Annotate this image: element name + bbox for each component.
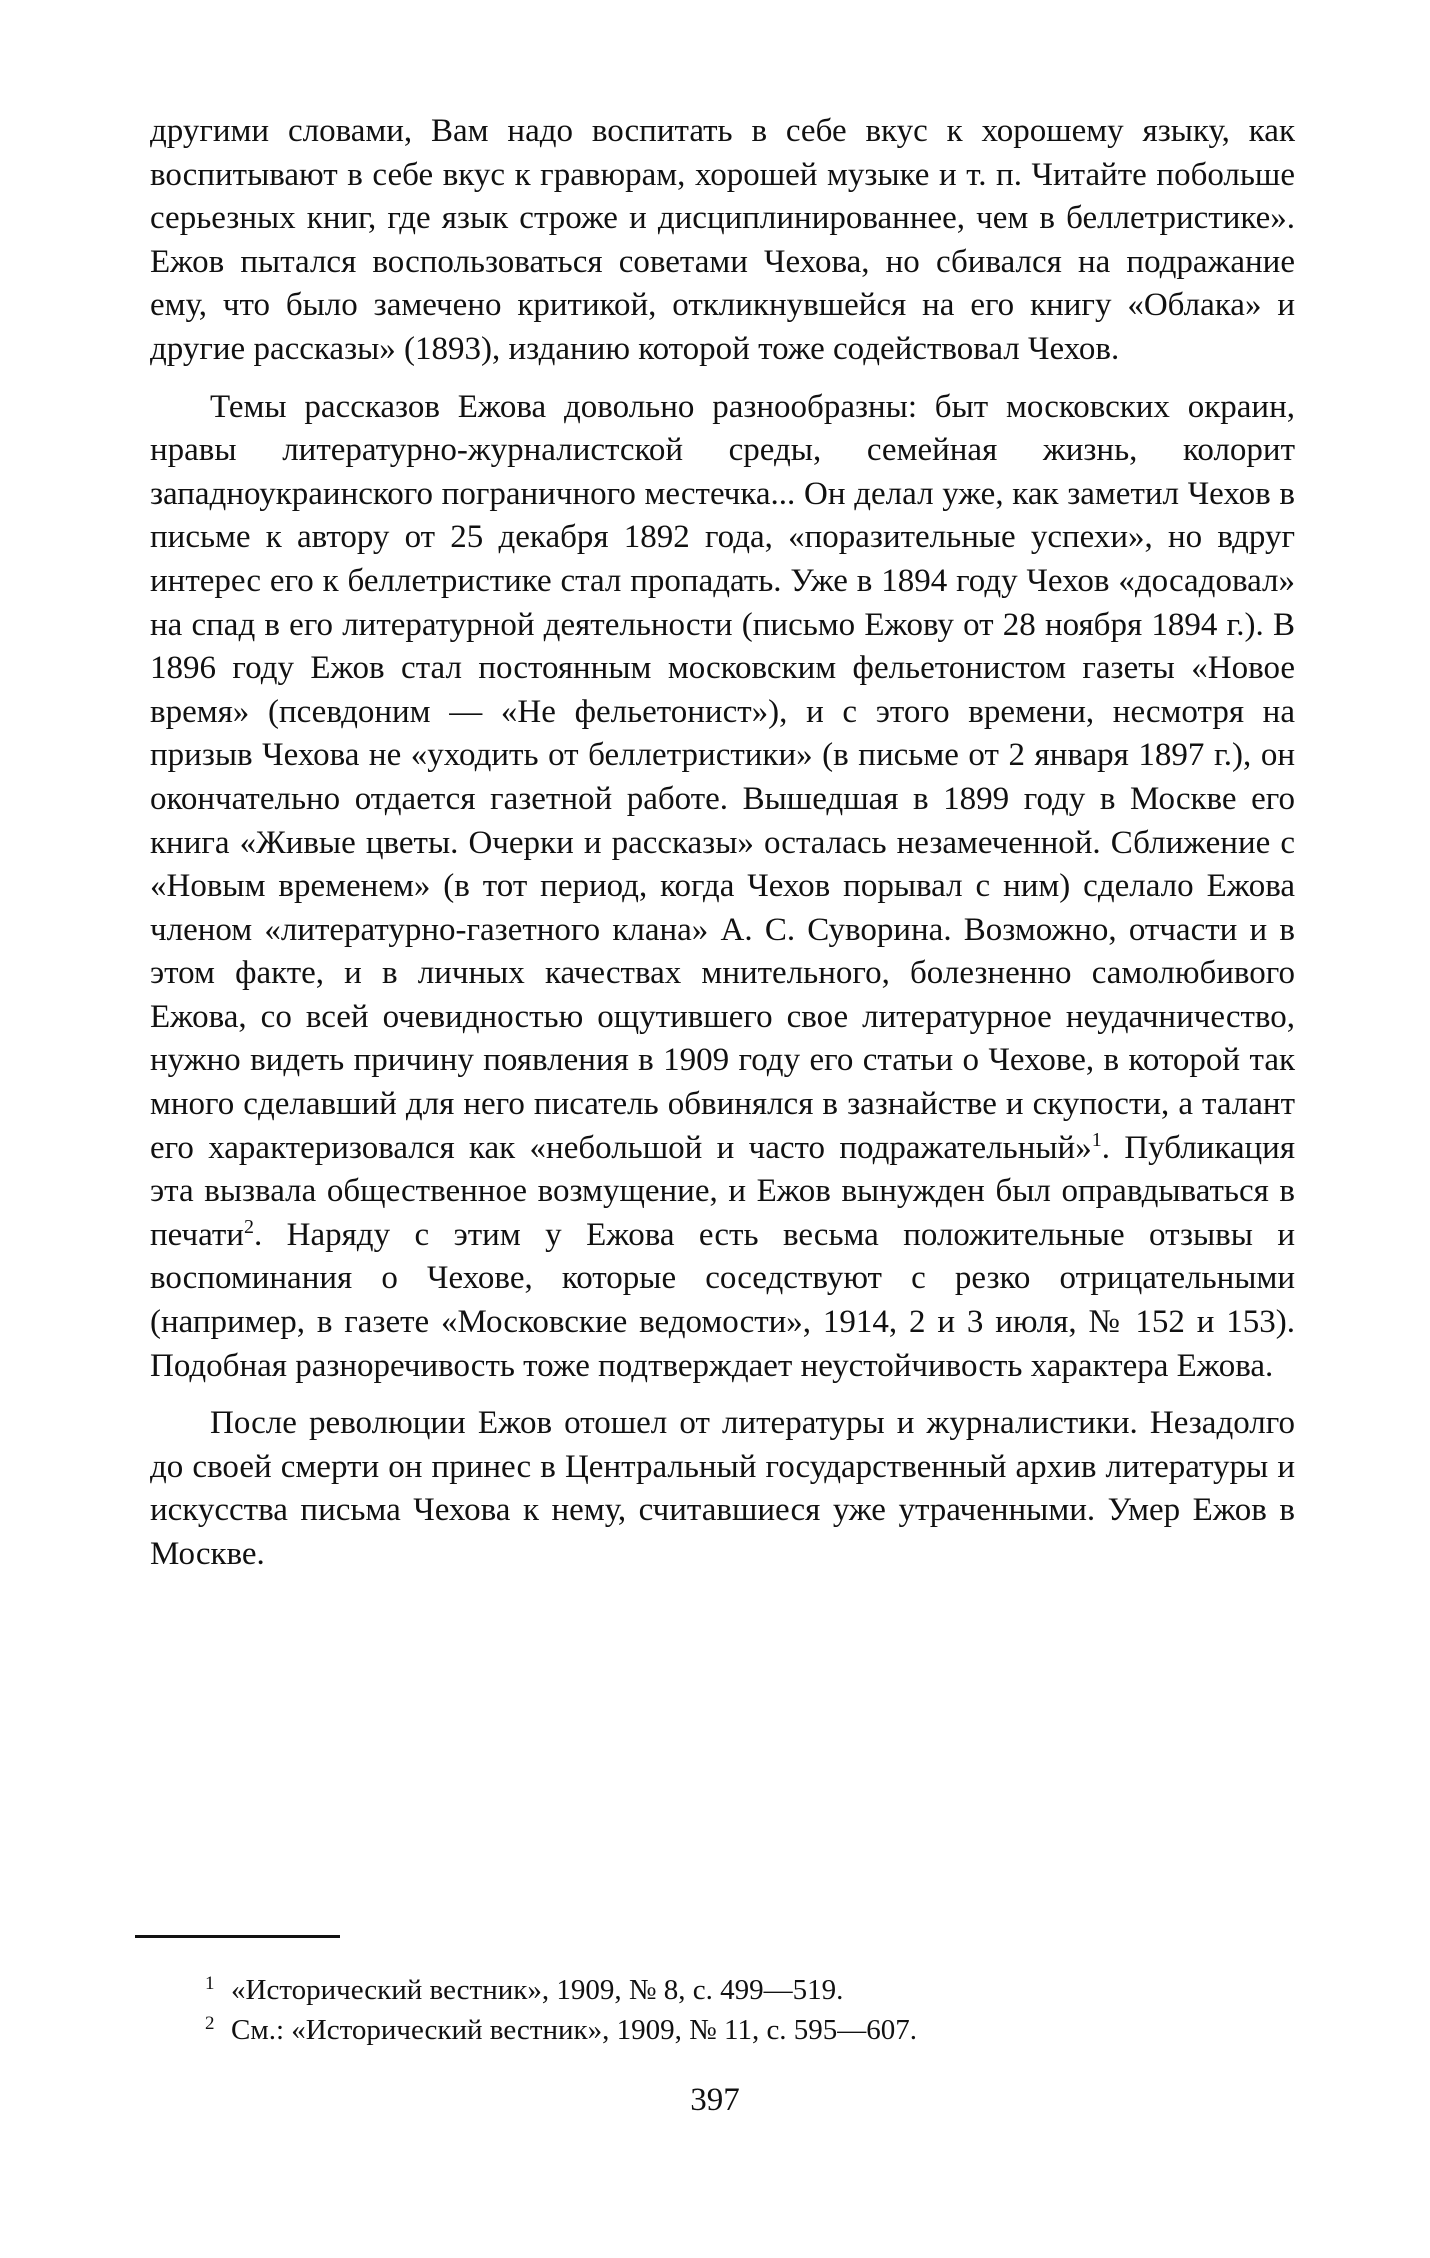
paragraph-1 bbox=[150, 110, 1295, 372]
footnote-ref-1[interactable]: 1 bbox=[1091, 1128, 1102, 1151]
paragraph-2 bbox=[150, 386, 1295, 1389]
paragraph-2-text-b: . Публикация эта вызвала общественное возмущение, и Ежов вынужден был оправдываться в печати bbox=[150, 1129, 1295, 1253]
footnote-1 bbox=[205, 1970, 1205, 2010]
footnote-1-mark: 1 bbox=[205, 1973, 215, 1994]
page-body bbox=[150, 110, 1295, 1577]
paragraph-2-text-c: . Наряду с этим у Ежова есть весьма положительные отзывы и воспоминания о Чехове, которые соседствуют с резко отрицательными (например, в газете «Московские ведомости», 1914, 2 и 3 июля, № 152 и 153). Подобная разноречивость тоже подтверждает неустойчивость характера Ежова. bbox=[150, 1216, 1295, 1384]
paragraph-3 bbox=[150, 1402, 1295, 1576]
footnote-1-text: «Исторический вестник», 1909, № 8, с. 499—519. bbox=[231, 1974, 844, 2006]
paragraph-2-text-a: Темы рассказов Ежова довольно разнообразны: быт московских окраин, нравы литературно-журналистской среды, семейная жизнь, колорит западноукраинского пограничного местечка... Он делал уже, как заметил Чехов в письме к автору от 25 декабря 1892 года, «поразительные успехи», но вдруг интерес его к беллетристике стал пропадать. Уже в 1894 году Чехов «досадовал» на спад в его литературной деятельности (письмо Ежову от 28 ноября 1894 г.). В 1896 году Ежов стал постоянным московским фельетонистом газеты «Новое время» (псевдоним — «Не фельетонист»), и с этого времени, несмотря на призыв Чехова не «уходить от беллетристики» (в письме от 2 января 1897 г.), он окончательно отдается газетной работе. Вышедшая в 1899 году в Москве его книга «Живые цветы. Очерки и рассказы» осталась незамеченной. Сближение с «Новым временем» (в тот период, когда Чехов порывал с ним) сделало Ежова членом «литературно-газетного клана» А. С. Суворина. Возможно, отчасти и в этом факте, и в личных качествах мнительного, болезненно самолюбивого Ежова, со всей очевидностью ощутившего свое литературное неудачничество, нужно видеть причину появления в 1909 году его статьи о Чехове, в которой так много сделавший для него писатель обвинялся в зазнайстве и скупости, а талант его характеризовался как «небольшой и часто подражательный» bbox=[150, 388, 1295, 1166]
footnotes bbox=[205, 1970, 1205, 2050]
footnote-ref-2[interactable]: 2 bbox=[243, 1215, 254, 1238]
footnote-divider bbox=[135, 1935, 340, 1938]
paragraph-1-text: другими словами, Вам надо воспитать в себе вкус к хорошему языку, как воспитывают в себе вкус к гравюрам, хорошей музыке и т. п. Читайте побольше серьезных книг, где язык строже и дисциплинированнее, чем в беллетристике». Ежов пытался воспользоваться советами Чехова, но сбивался на подражание ему, что было замечено критикой, откликнувшейся на его книгу «Облака» и другие рассказы» (1893), изданию которой тоже содействовал Чехов. bbox=[150, 113, 1295, 367]
paragraph-3-text: После революции Ежов отошел от литературы и журналистики. Незадолго до своей смерти он принес в Центральный государственный архив литературы и искусства письма Чехова к нему, считавшиеся уже утраченными. Умер Ежов в Москве. bbox=[150, 1405, 1295, 1572]
footnote-2-mark: 2 bbox=[205, 2013, 215, 2034]
footnote-2-text: См.: «Исторический вестник», 1909, № 11, с. 595—607. bbox=[231, 2014, 918, 2046]
footnote-2 bbox=[205, 2010, 1205, 2050]
page-number: 397 bbox=[690, 2082, 740, 2118]
